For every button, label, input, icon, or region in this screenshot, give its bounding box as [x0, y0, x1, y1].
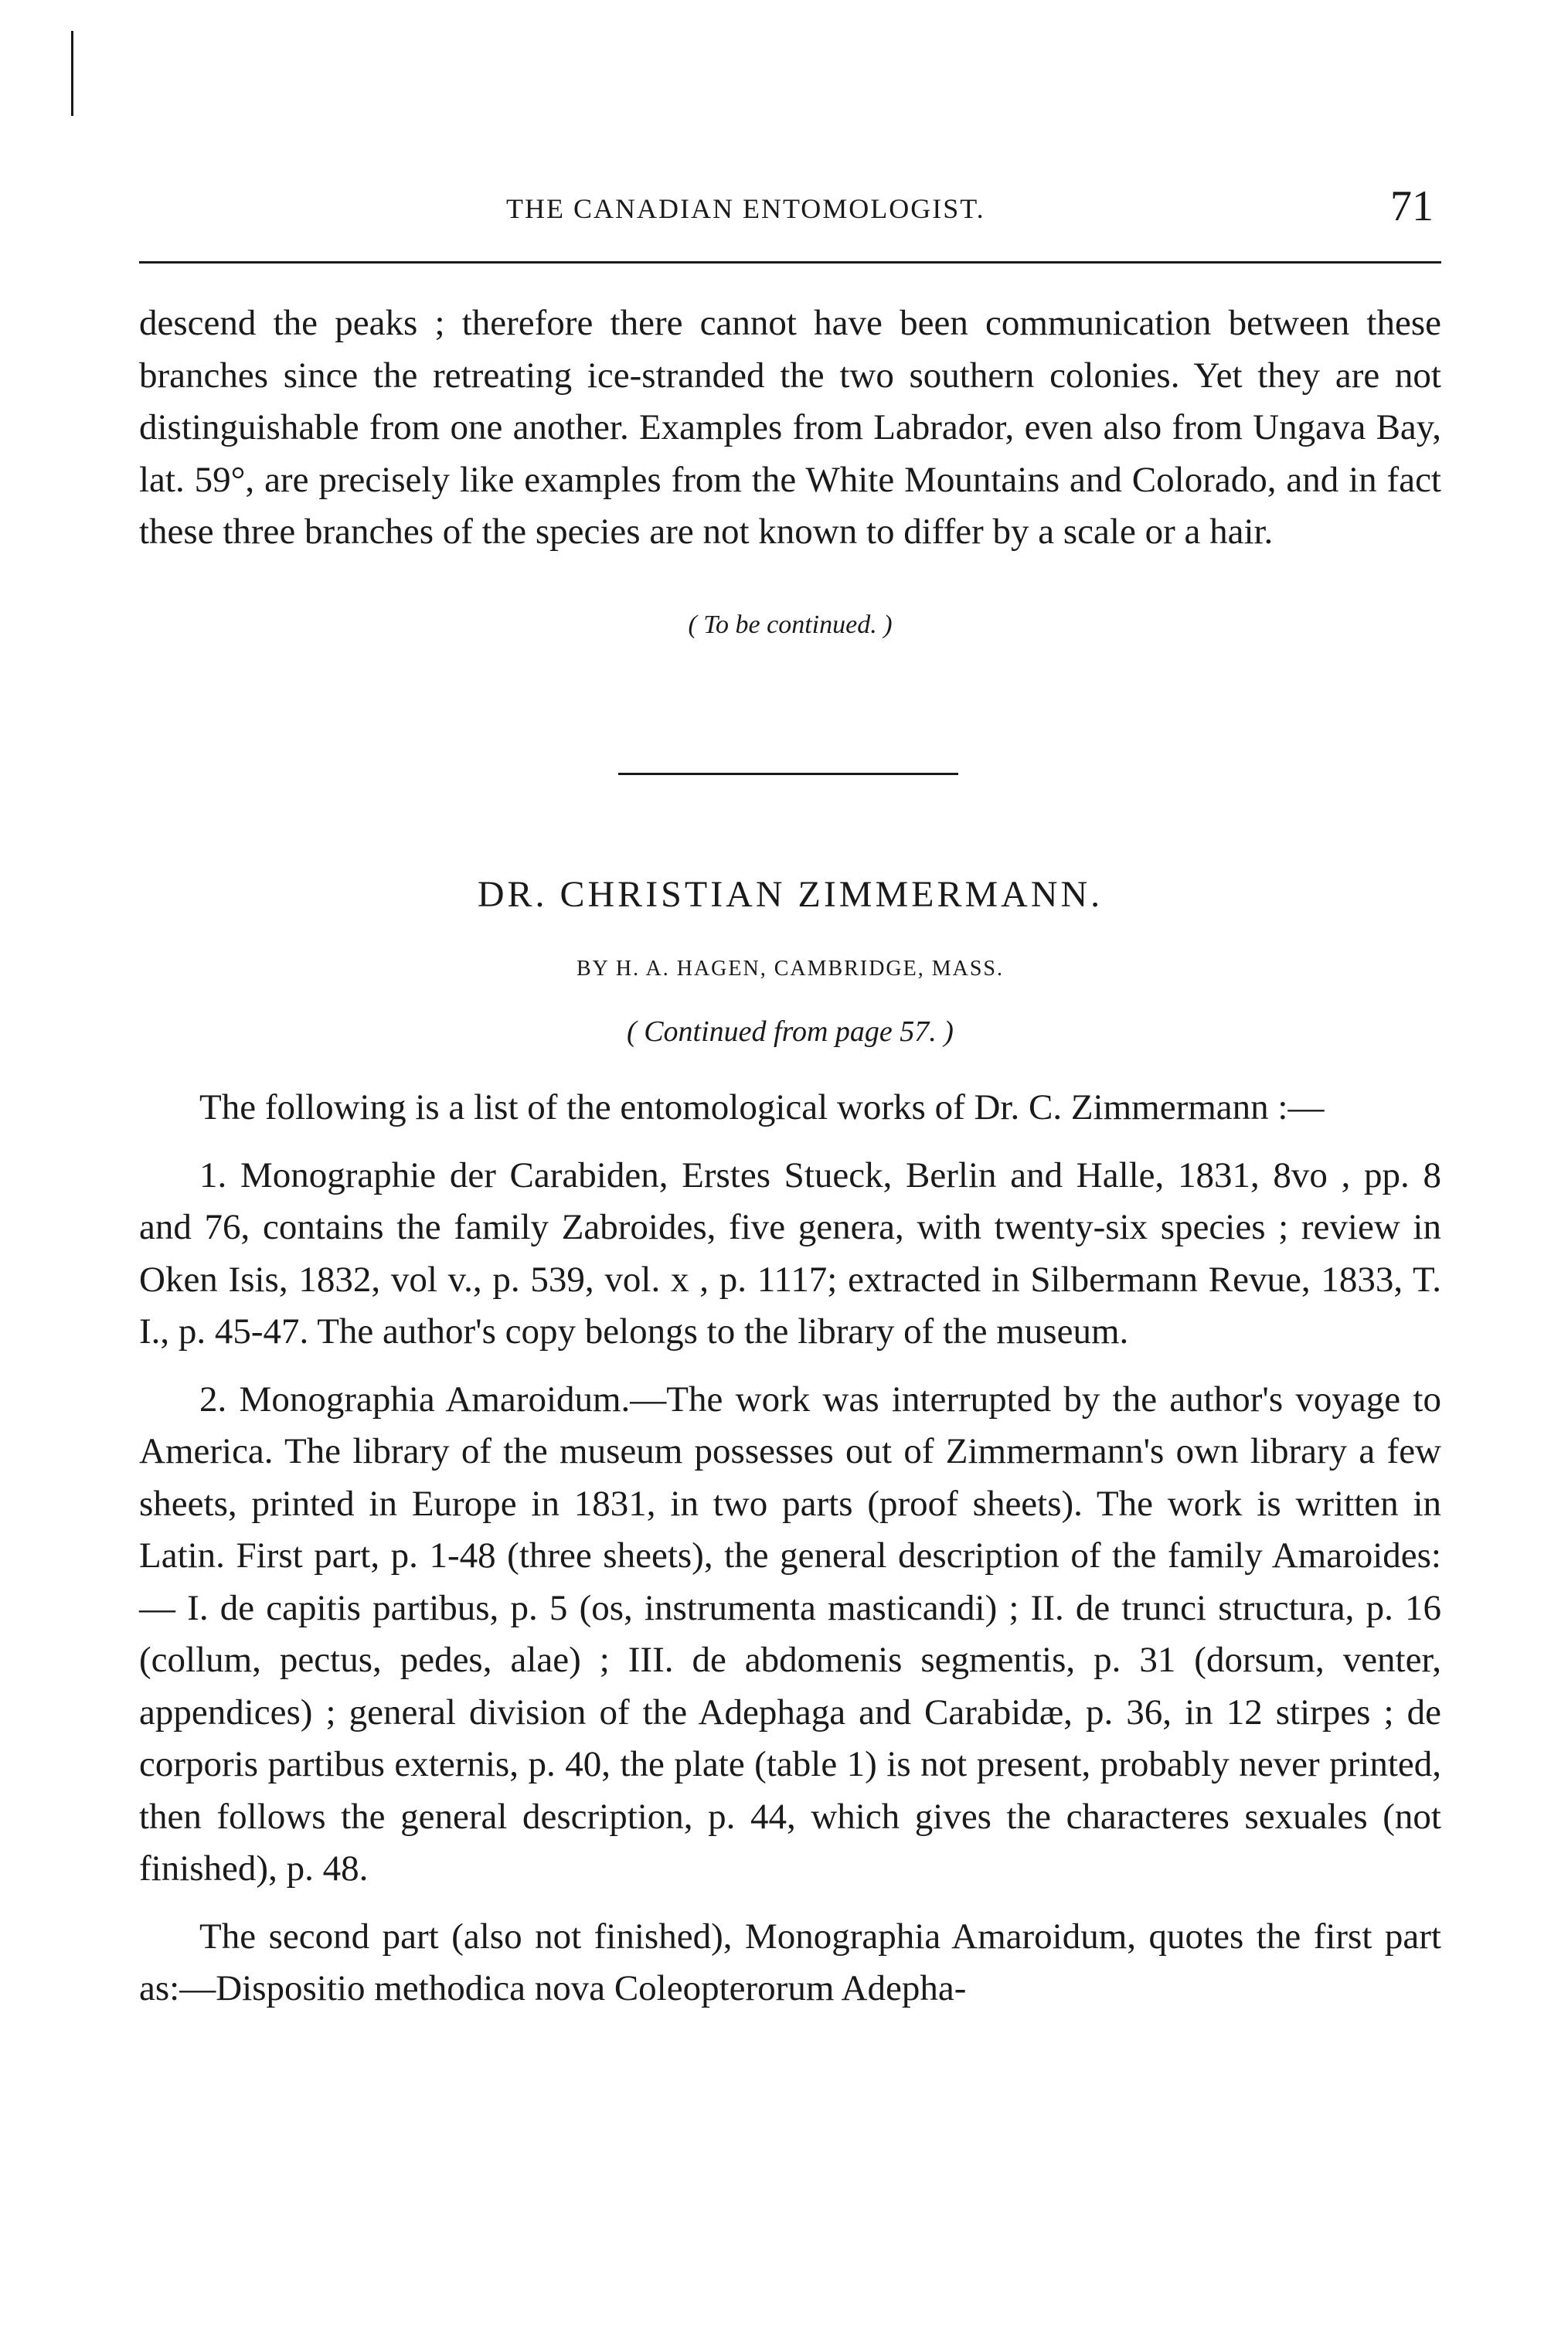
article-body [139, 1082, 1441, 2015]
body-paragraph-item-1: 1. Monographie der Carabiden, Erstes Stueck, Berlin and Halle, 1831, 8vo , pp. 8 and 76, contains the family Zabroides, five genera, with twenty-six species ; review in Oken Isis, 1832, vol v., p. 539, vol. x , p. 1117; extracted in Silbermann Revue, 1833, T. I., p. 45-47. The author's copy belongs to the library of the museum. [139, 1154, 1441, 1352]
header-rule [139, 261, 1441, 264]
to-be-continued-note: ( To be continued. ) [688, 610, 893, 639]
page-header [135, 182, 1441, 236]
body-paragraph-second-part: The second part (also not finished), Monographia Amaroidum, quotes the first part as:—Dispositio methodica nova Coleopterorum Adepha- [139, 1916, 1441, 2008]
scan-margin-mark [71, 31, 73, 116]
body-paragraph-intro: The following is a list of the entomological works of Dr. C. Zimmermann :— [199, 1087, 1325, 1127]
continued-from-note: ( Continued from page 57. ) [627, 1015, 954, 1048]
running-title: THE CANADIAN ENTOMOLOGIST. [506, 193, 985, 224]
top-paragraph: descend the peaks ; therefore there cannot have been communication between these branches since the retreating ice-stranded the two southern colonies. Yet they are not distinguishable from one another. Examples from Labrador, even also from Ungava Bay, lat. 59°, are precisely like examples from the White Mountains and Colorado, and in fact these three branches of the species are not known to differ by a scale or a hair. [139, 303, 1441, 552]
section-divider [618, 773, 958, 775]
article-byline: BY H. A. HAGEN, CAMBRIDGE, MASS. [576, 957, 1004, 981]
page-number: 71 [1390, 182, 1434, 230]
body-paragraph-item-2: 2. Monographia Amaroidum.—The work was interrupted by the author's voyage to America. The library of the museum possesses out of Zimmermann's own library a few sheets, printed in Europe in 1831, in two parts (proof sheets). The work is written in Latin. First part, p. 1-48 (three sheets), the general description of the family Amaroides:— I. de capitis partibus, p. 5 (os, instrumenta masticandi) ; II. de trunci structura, p. 16 (collum, pectus, pedes, alae) ; III. de abdomenis segmentis, p. 31 (dorsum, venter, appendices) ; general division of the Adephaga and Carabidæ, p. 36, in 12 stirpes ; de corporis partibus externis, p. 40, the plate (table 1) is not present, probably never printed, then follows the general description, p. 44, which gives the characteres sexuales (not finished), p. 48. [139, 1379, 1441, 1889]
article-title: DR. CHRISTIAN ZIMMERMANN. [477, 874, 1104, 915]
top-paragraph-block [139, 298, 1441, 559]
